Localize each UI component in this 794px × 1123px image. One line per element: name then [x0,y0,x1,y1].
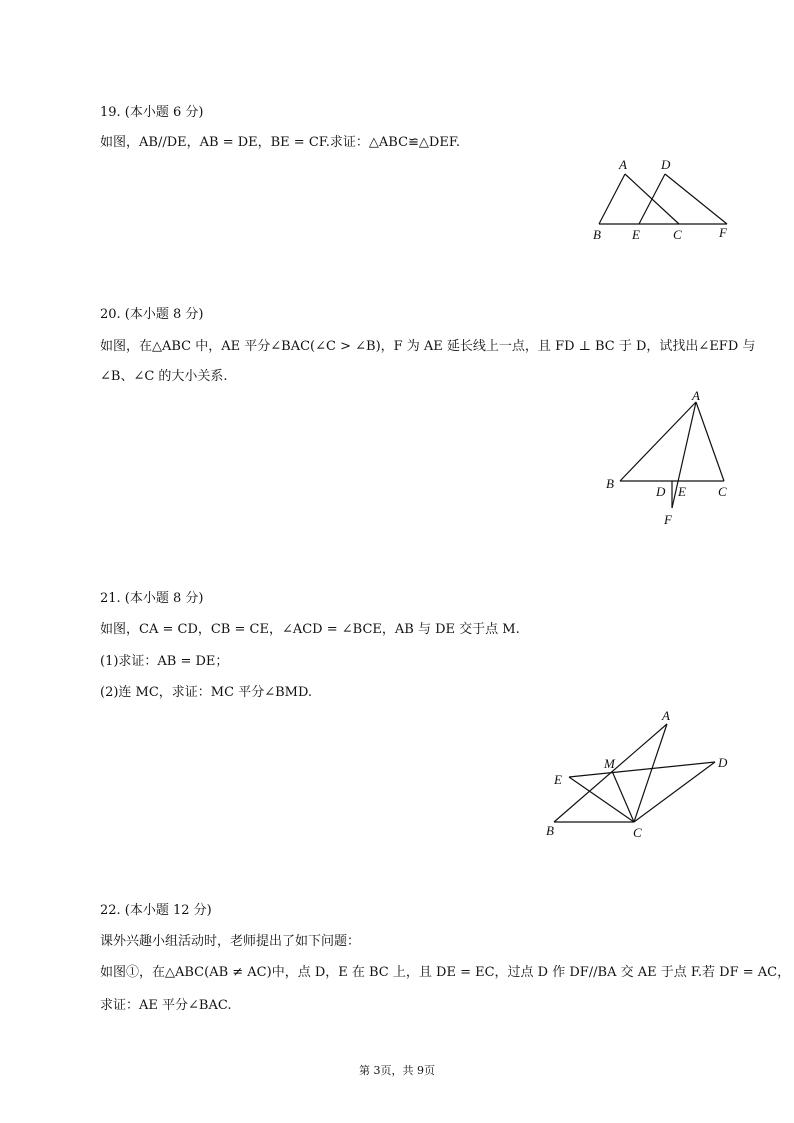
q21-statement: 如图，CA = CD，CB = CE，∠ACD = ∠BCE，AB 与 DE 交于点 M. [100,622,520,637]
q21-label-e: E [554,772,562,787]
q19-segment-ba [599,174,625,224]
page-footer: 第 3页，共 9页 [359,1064,435,1077]
q20-label-a: A [692,390,700,403]
q21-segment-cd [634,762,715,822]
q21-figure [540,705,740,845]
q19-label-c: C [673,227,682,242]
q20-segment-ac [696,402,724,481]
q22-header: 22. (本小题 12 分) [100,903,212,918]
q20-label-f: F [664,512,672,527]
q19-segment-df [665,174,727,224]
q19-label-d: D [661,157,671,172]
q20-label-e: E [678,484,686,499]
q22-statement-line1: 如图①，在△ABC(AB ≠ AC)中，点 D，E 在 BC 上，且 DE = EC，过点 D 作 DF//BA 交 AE 于点 F.若 DF = AC， [100,965,791,980]
q21-label-c: C [633,825,642,840]
q19-statement: 如图，AB//DE，AB = DE，BE = CF.求证：△ABC≌△DEF. [100,135,460,150]
q20-figure [600,390,740,530]
q21-segment-ed [569,762,715,777]
q20-segment-ba [620,402,696,481]
q21-part2: (2)连 MC，求证：MC 平分∠BMD. [100,685,313,700]
q19-label-e: E [632,227,640,242]
q21-label-d: D [718,755,728,770]
q19-header: 19. (本小题 6 分) [100,105,204,120]
q21-label-b: B [546,823,554,838]
q20-label-d: D [656,484,666,499]
q19-figure [585,155,735,245]
q20-label-b: B [606,476,614,491]
q21-label-a: A [662,708,670,723]
q19-label-f: F [719,225,727,240]
q20-statement-line1: 如图，在△ABC 中，AE 平分∠BAC(∠C > ∠B)，F 为 AE 延长线上一点，且 FD ⊥ BC 于 D，试找出∠EFD 与 [100,339,756,354]
q19-label-b: B [593,227,601,242]
q21-part1: (1)求证：AB = DE； [100,654,229,669]
q21-label-m: M [604,756,615,771]
q20-statement-line2: ∠B、∠C 的大小关系. [100,369,228,384]
q19-label-a: A [619,157,627,172]
q20-label-c: C [718,484,727,499]
q22-statement-line2: 求证：AE 平分∠BAC. [100,998,232,1013]
q22-intro: 课外兴趣小组活动时，老师提出了如下问题： [100,934,361,949]
q20-header: 20. (本小题 8 分) [100,307,204,322]
q21-header: 21. (本小题 8 分) [100,591,204,606]
q19-segment-ed [639,174,665,224]
